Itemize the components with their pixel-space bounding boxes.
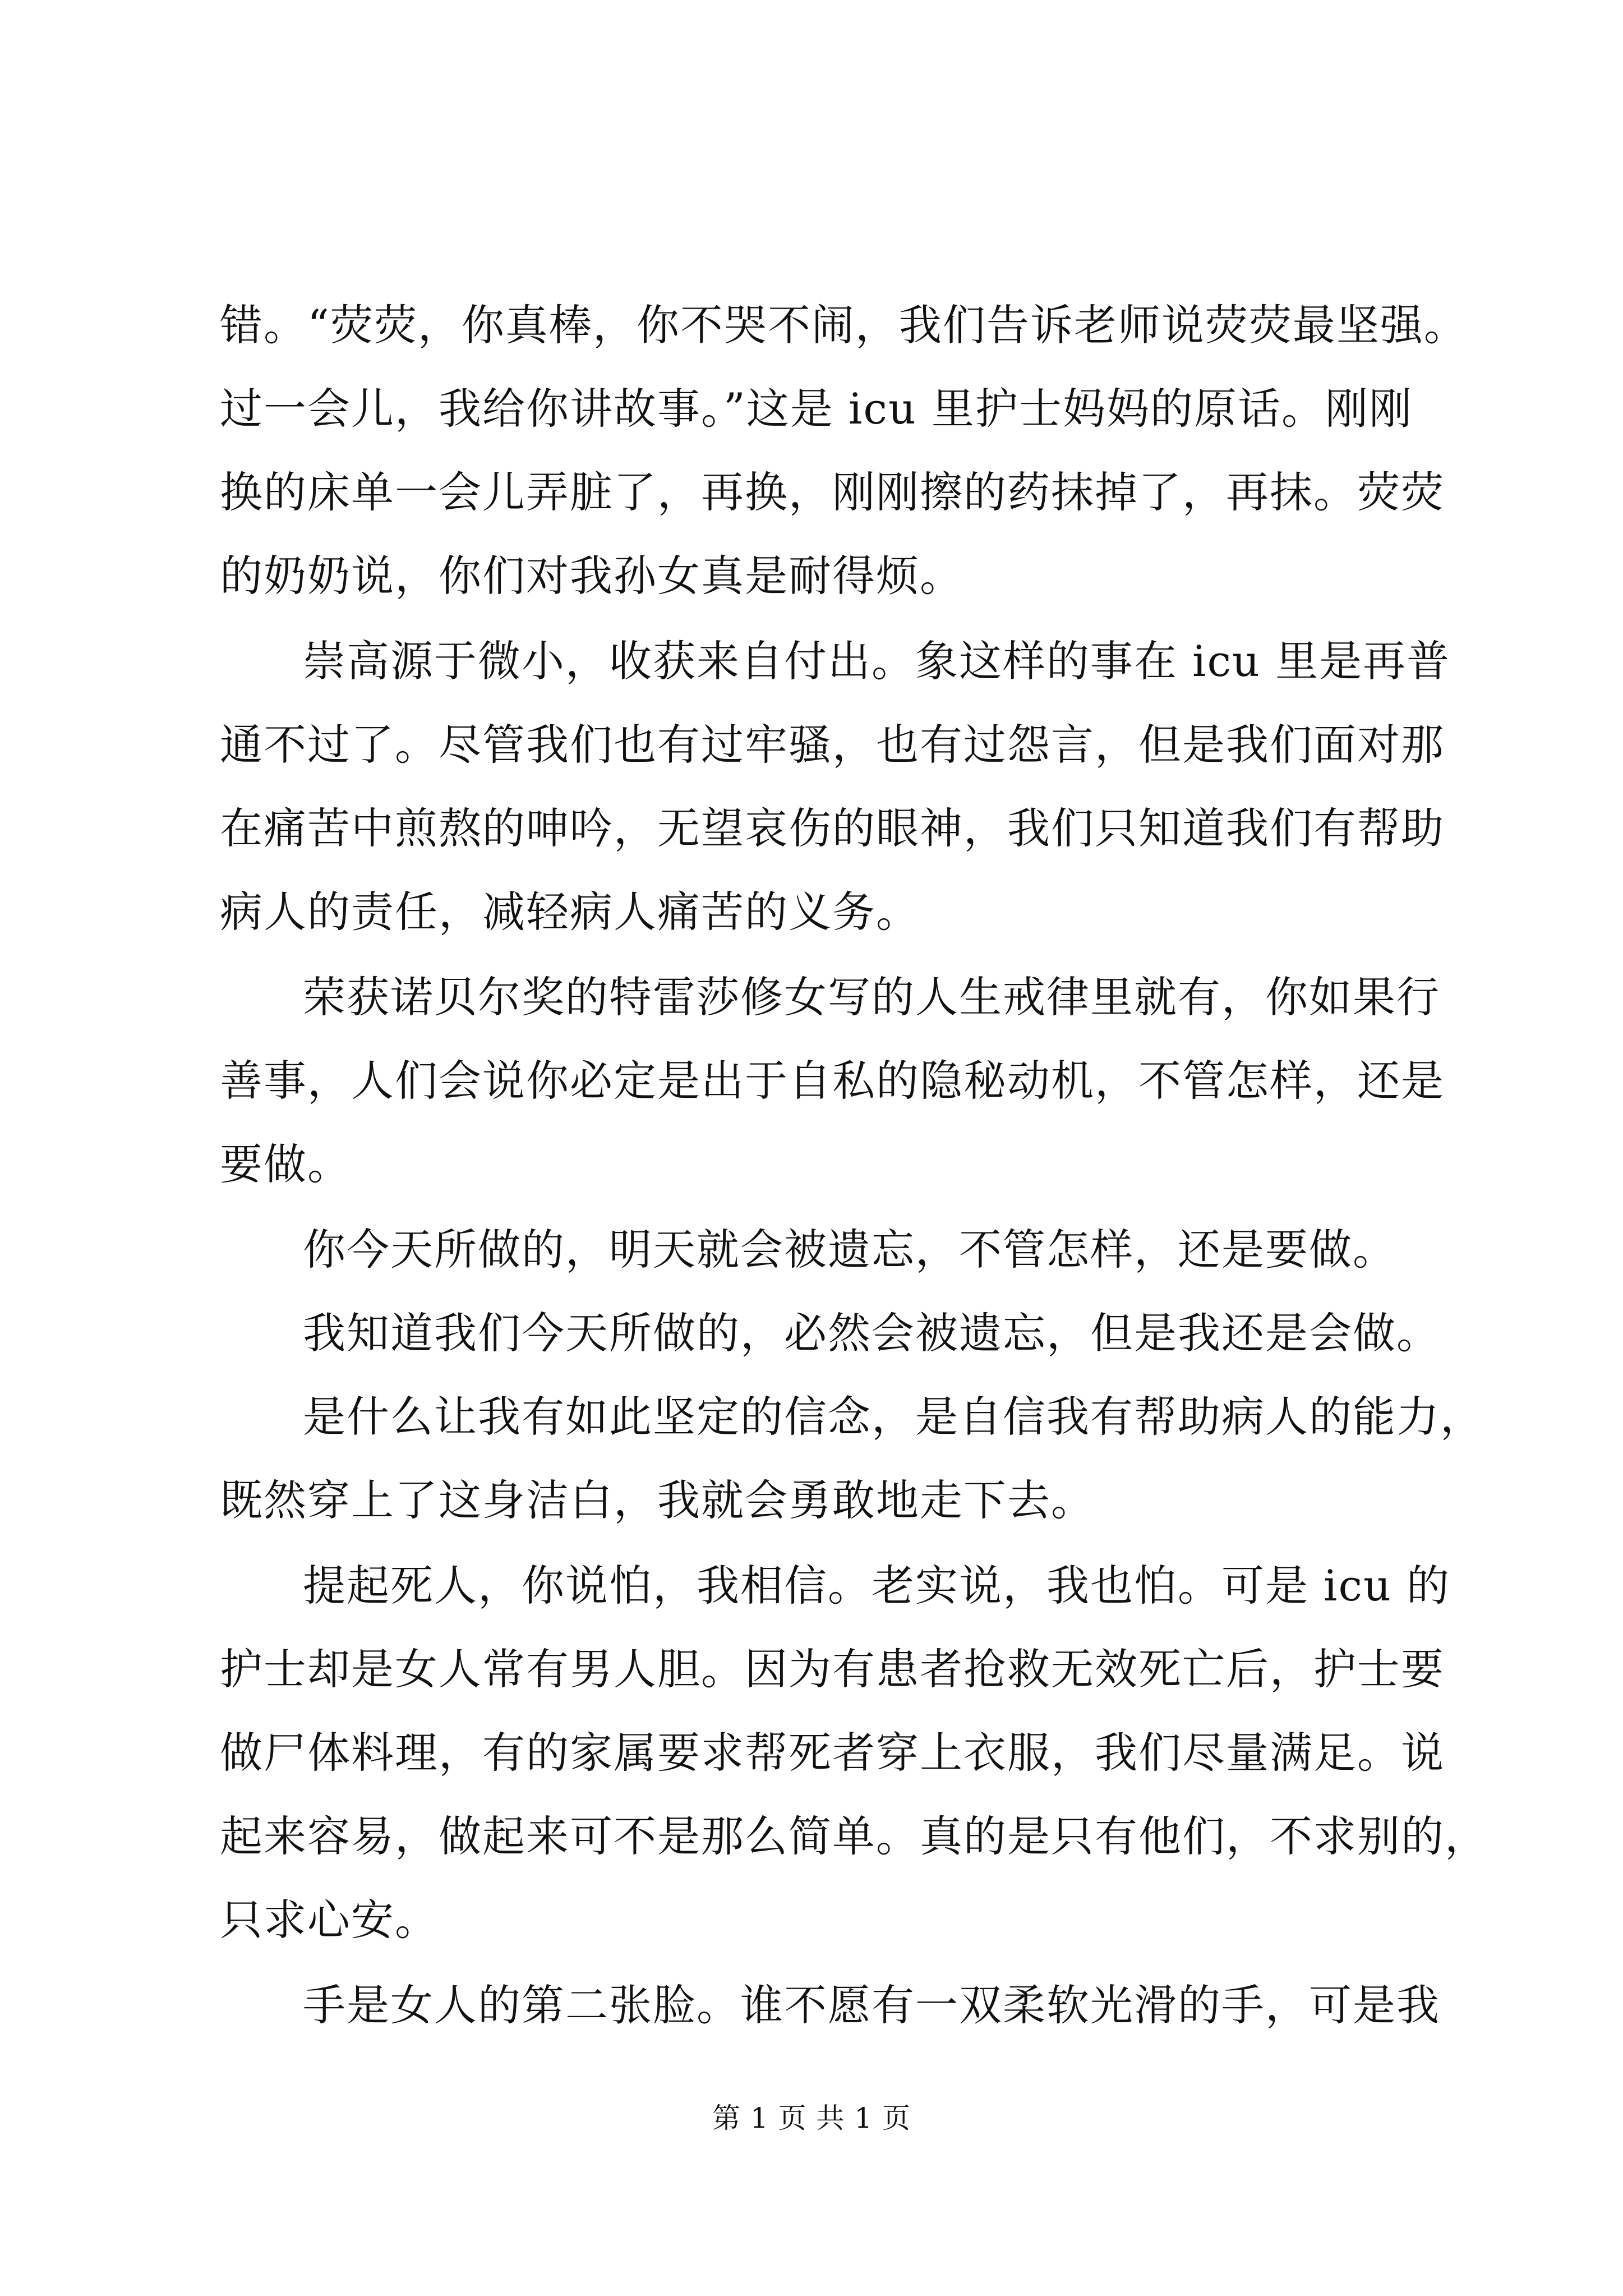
page-number-footer: 第 1 页 共 1 页 (712, 2102, 911, 2134)
text-line: 护士却是女人常有男人胆。因为有患者抢救无效死亡后，护士要 (220, 1644, 1445, 1694)
paragraph-first-line: 手是女人的第二张脸。谁不愿有一双柔软光滑的手，可是我 (303, 1980, 1440, 2030)
paragraph-first-line: 荣获诺贝尔奖的特雷莎修女写的人生戒律里就有，你如果行 (303, 972, 1440, 1022)
text-line: 过一会儿，我给你讲故事。”这是 icu 里护士妈妈的原话。刚刚 (220, 384, 1413, 434)
text-line: 在痛苦中煎熬的呻吟，无望哀伤的眼神，我们只知道我们有帮助 (220, 803, 1445, 853)
text-line: 既然穿上了这身洁白，我就会勇敢地走下去。 (220, 1475, 1095, 1525)
text-line: 错。“荧荧，你真棒，你不哭不闹，我们告诉老师说荧荧最坚强。 (220, 300, 1468, 350)
text-line: 起来容易，做起来可不是那么简单。真的是只有他们，不求别的， (220, 1811, 1488, 1861)
paragraph-first-line: 你今天所做的，明天就会被遗忘，不管怎样，还是要做。 (303, 1225, 1396, 1274)
paragraph-first-line: 崇高源于微小，收获来自付出。象这样的事在 icu 里是再普 (303, 636, 1451, 686)
text-line: 病人的责任，减轻病人痛苦的义务。 (220, 887, 920, 937)
paragraph-first-line: 提起死人，你说怕，我相信。老实说，我也怕。可是 icu 的 (303, 1561, 1451, 1611)
text-line: 要做。 (220, 1139, 351, 1189)
text-line: 换的床单一会儿弄脏了，再换，刚刚擦的药抹掉了，再抹。荧荧 (220, 467, 1445, 517)
text-line: 的奶奶说，你们对我孙女真是耐得烦。 (220, 551, 963, 601)
text-line: 善事，人们会说你必定是出于自私的隐秘动机，不管怎样，还是 (220, 1056, 1445, 1106)
paragraph-first-line: 我知道我们今天所做的，必然会被遗忘，但是我还是会做。 (303, 1308, 1440, 1358)
text-line: 通不过了。尽管我们也有过牢骚，也有过怨言，但是我们面对那 (220, 720, 1445, 770)
paragraph-first-line: 是什么让我有如此坚定的信念，是自信我有帮助病人的能力， (303, 1392, 1484, 1442)
text-line: 做尸体料理，有的家属要求帮死者穿上衣服，我们尽量满足。说 (220, 1728, 1445, 1778)
text-line: 只求心安。 (220, 1895, 439, 1945)
